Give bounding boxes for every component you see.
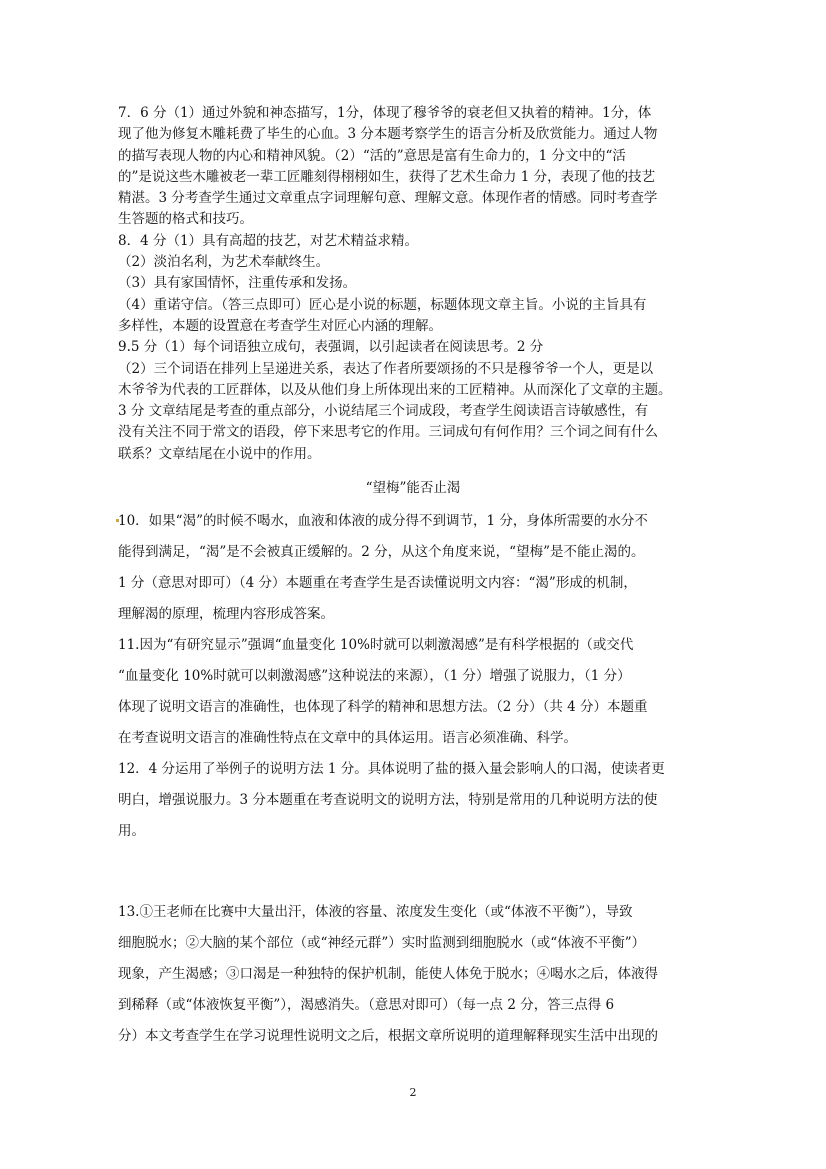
text-line: 多样性，本题的设置意在考查学生对匠心内涵的理解。 — [118, 317, 442, 334]
text-line: 分）本文考查学生在学习说理性说明文之后，根据文章所说明的道理解释现实生活中出现的 — [118, 1028, 658, 1044]
text-line: 3 分 文章结尾是考查的重点部分，小说结尾三个词成段，考查学生阅读语言诗敏感性，有 — [118, 403, 649, 420]
text-line: 理解渴的原理，梳理内容形成答案。 — [118, 606, 334, 622]
text-line: 在考查说明文语言的准确性特点在文章中的具体运用。语言必须准确、科学。 — [118, 730, 577, 746]
text-line: （2）三个词语在排列上呈递进关系，表达了作者所要颂扬的不只是穆爷爷一个人，更是以 — [118, 360, 654, 377]
text-line: 明白，增强说服力。3 分本题重在考查说明文的说明方法，特别是常用的几种说明方法的使 — [118, 792, 658, 808]
text-line: 8．4 分（1）具有高超的技艺，对艺术精益求精。 — [118, 232, 419, 249]
text-line: 精湛。3 分考查学生通过文章重点字词理解句意、理解文意。体现作者的情感。同时考查学 — [118, 190, 658, 207]
answers-7-9 — [118, 103, 706, 465]
text-line: 木爷爷为代表的工匠群体，以及从他们身上所体现出来的工匠精神。从而深化了文章的主题。 — [118, 381, 672, 398]
text-line: 生答题的格式和技巧。 — [118, 211, 253, 228]
text-line: 能得到满足，“渴”是不会被真正缓解的。2 分，从这个角度来说，“望梅”是不能止渴的。 — [118, 544, 645, 560]
text-line: 12．4 分运用了举例子的说明方法 1 分。具体说明了盐的摄入量会影响人的口渴，使读者更 — [118, 761, 665, 777]
text-line: 联系？文章结尾在小说中的作用。 — [118, 445, 321, 462]
text-line: 10．如果“渴”的时候不喝水，血液和体液的成分得不到调节，1 分，身体所需要的水分不 — [118, 513, 648, 529]
text-line: （2）淡泊名利，为艺术奉献终生。 — [118, 254, 330, 271]
text-line: 9.5 分（1）每个词语独立成句，表强调，以引起读者在阅读思考。2 分 — [118, 339, 544, 356]
answers-10-12 — [118, 506, 706, 847]
text-line: （3）具有家国情怀，注重传承和发扬。 — [118, 275, 357, 292]
text-line: 现象，产生渴感；③口渴是一种独特的保护机制，能使人体免于脱水；④喝水之后，体液得 — [118, 966, 658, 982]
text-line: 的”是说这些木雕被老一辈工匠雕刻得栩栩如生，获得了艺术生命力 1 分，表现了他的技艺 — [118, 168, 656, 185]
text-line: 体现了说明文语言的准确性，也体现了科学的精神和思想方法。（2 分）（共 4 分）本题重 — [118, 699, 648, 715]
text-line: 细胞脱水；②大脑的某个部位（或“神经元群”）实时监测到细胞脱水（或“体液不平衡”） — [118, 935, 646, 951]
answer-13 — [118, 897, 706, 1052]
text-line: 的描写表现人物的内心和精神风貌。（2）“活的”意思是富有生命力的，1 分文中的“活 — [118, 147, 626, 164]
section-title: “望梅”能否止渴 — [365, 480, 461, 496]
page-number: 2 — [409, 1086, 417, 1099]
text-line: 没有关注不同于常文的语段，停下来思考它的作用。三词成句有何作用？三个词之间有什么 — [118, 424, 658, 441]
text-line: 11.因为“有研究显示”强调“血量变化 10%时就可以刺激渴感”是有科学根据的（或交代 — [118, 637, 634, 653]
text-line: 到稀释（或“体液恢复平衡”），渴感消失。（意思对即可）（每一点 2 分，答三点得 6 — [118, 997, 615, 1013]
text-line: 现了他为修复木雕耗费了毕生的心血。3 分本题考察学生的语言分析及欣赏能力。通过人物 — [118, 126, 658, 143]
text-line: “血量变化 10%时就可以刺激渴感”这种说法的来源），（1 分）增强了说服力，（1 分） — [118, 668, 631, 684]
text-line: 13.①王老师在比赛中大量出汗，体液的容量、浓度发生变化（或“体液不平衡”），导致 — [118, 904, 633, 920]
text-line: 用。 — [118, 823, 145, 839]
text-line: 1 分（意思对即可）（4 分）本题重在考查学生是否读懂说明文内容：“渴”形成的机制， — [118, 575, 637, 591]
text-line: （4）重诺守信。（答三点即可）匠心是小说的标题，标题体现文章主旨。小说的主旨具有 — [118, 296, 647, 313]
text-line: 7．6 分（1）通过外貌和神态描写，1分，体现了穆爷爷的衰老但又执着的精神。1分，体 — [118, 105, 652, 121]
